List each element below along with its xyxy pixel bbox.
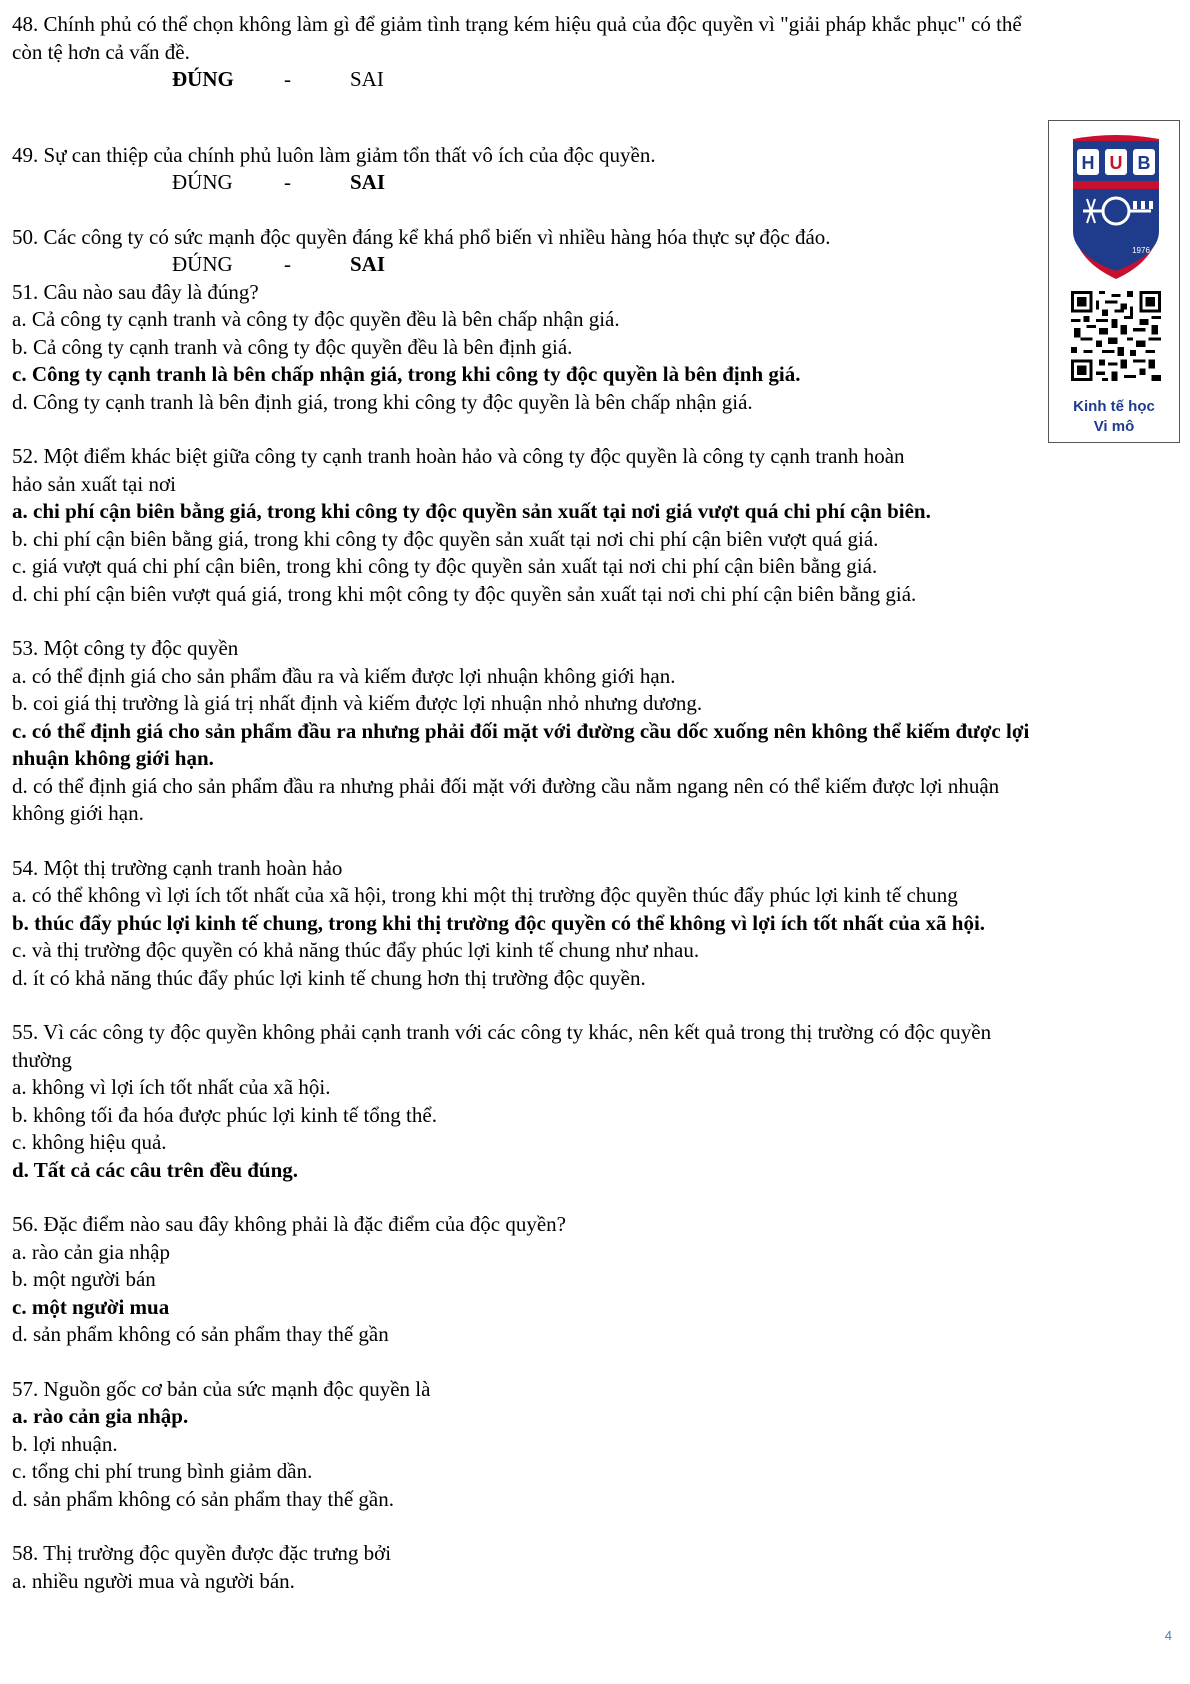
separator: -: [284, 67, 291, 91]
option-c-answer: c. có thể định giá cho sản phẩm đầu ra nhưng phải đối mặt với đường cầu dốc xuống nên không thể kiếm được lợi: [12, 718, 1030, 743]
true-false-row: [12, 251, 1177, 279]
question-55: [12, 1019, 1177, 1184]
option-b: b. một người bán: [12, 1267, 156, 1291]
question-text: 49. Sự can thiệp của chính phủ luôn làm giảm tổn thất vô ích của độc quyền.: [12, 142, 656, 167]
option-a: a. có thể định giá cho sản phẩm đầu ra và kiếm được lợi nhuận không giới hạn.: [12, 663, 676, 688]
option-a: a. không vì lợi ích tốt nhất của xã hội.: [12, 1075, 331, 1099]
question-text: 48. Chính phủ có thể chọn không làm gì để giảm tình trạng kém hiệu quả của độc quyền vì "giải pháp khắc phục" có thể: [12, 12, 1022, 36]
option-c-answer: c. một người mua: [12, 1294, 170, 1319]
course-title: Kinh tế học: [1073, 398, 1155, 415]
option-b: b. coi giá thị trường là giá trị nhất định và kiếm được lợi nhuận nhỏ nhưng dương.: [12, 691, 703, 715]
question-53: [12, 635, 1177, 828]
question-text-cont: thường: [12, 1047, 72, 1072]
option-d-answer: d. Tất cả các câu trên đều đúng.: [12, 1157, 299, 1182]
question-text: 55. Vì các công ty độc quyền không phải cạnh tranh với các công ty khác, nên kết quả trong thị trường có độc quyền: [12, 1020, 992, 1044]
option-c-answer: c. Công ty cạnh tranh là bên chấp nhận giá, trong khi công ty độc quyền là bên định giá.: [12, 362, 801, 386]
question-text-cont: còn tệ hơn cả vấn đề.: [12, 39, 190, 64]
option-d-cont: không giới hạn.: [12, 801, 144, 825]
question-text: 54. Một thị trường cạnh tranh hoàn hảo: [12, 855, 343, 880]
question-58: [12, 1540, 1177, 1595]
option-c: c. và thị trường độc quyền có khả năng thúc đẩy phúc lợi kinh tế chung như nhau.: [12, 938, 700, 962]
question-text: 50. Các công ty có sức mạnh độc quyền đáng kể khá phổ biến vì nhiều hàng hóa thực sự độc đáo.: [12, 224, 831, 249]
question-text: 58. Thị trường độc quyền được đặc trưng bởi: [12, 1541, 392, 1565]
false-option: SAI: [350, 252, 386, 276]
option-b: b. chi phí cận biên bằng giá, trong khi công ty độc quyền sản xuất tại nơi chi phí cận biên vượt quá giá.: [12, 526, 879, 551]
option-d: d. chi phí cận biên vượt quá giá, trong khi một công ty độc quyền sản xuất tại nơi chi phí cận biên bằng giá.: [12, 581, 917, 606]
option-c-answer-cont: nhuận không giới hạn.: [12, 746, 214, 770]
option-c: c. tổng chi phí trung bình giảm dần.: [12, 1459, 313, 1483]
true-false-row: [12, 66, 1177, 94]
separator: -: [284, 170, 291, 194]
true-option: ĐÚNG: [172, 170, 233, 194]
option-b: b. không tối đa hóa được phúc lợi kinh tế tổng thể.: [12, 1102, 437, 1127]
question-51: [12, 279, 1177, 417]
question-50: [12, 224, 1177, 279]
true-option: ĐÚNG: [172, 67, 234, 91]
question-text: 56. Đặc điểm nào sau đây không phải là đặc điểm của độc quyền?: [12, 1212, 566, 1236]
option-d: d. Công ty cạnh tranh là bên định giá, trong khi công ty độc quyền là bên chấp nhận giá.: [12, 389, 753, 414]
qr-code-icon: [1071, 291, 1161, 381]
document-body: [12, 11, 1177, 1595]
logo-letter-h: H: [1081, 153, 1095, 173]
question-52: [12, 443, 1177, 608]
option-d: d. sản phẩm không có sản phẩm thay thế gần: [12, 1322, 389, 1346]
option-b-answer: b. thúc đẩy phúc lợi kinh tế chung, trong khi thị trường độc quyền có thể không vì lợi ích tốt nhất của xã hội.: [12, 910, 986, 935]
option-b: b. Cả công ty cạnh tranh và công ty độc quyền đều là bên định giá.: [12, 334, 573, 359]
true-option: ĐÚNG: [172, 252, 233, 276]
page-number: 4: [1164, 1628, 1172, 1643]
logo-letter-u: U: [1109, 153, 1123, 173]
false-option: SAI: [350, 170, 386, 194]
question-49: [12, 142, 1177, 197]
question-48: [12, 11, 1177, 94]
option-c: c. giá vượt quá chi phí cận biên, trong khi công ty độc quyền sản xuất tại nơi chi phí cận biên bằng giá.: [12, 554, 878, 578]
false-option: SAI: [350, 67, 384, 91]
question-57: [12, 1376, 1177, 1514]
option-d: d. ít có khả năng thúc đẩy phúc lợi kinh tế chung hơn thị trường độc quyền.: [12, 965, 646, 990]
true-false-row: [12, 169, 1177, 197]
university-shield-logo: [1069, 131, 1163, 281]
option-a-answer: a. chi phí cận biên bằng giá, trong khi công ty độc quyền sản xuất tại nơi giá vượt quá chi phí cận biên.: [12, 499, 931, 523]
question-text: 57. Nguồn gốc cơ bản của sức mạnh độc quyền là: [12, 1376, 431, 1401]
option-c: c. không hiệu quả.: [12, 1130, 167, 1154]
logo-letter-b: B: [1137, 153, 1151, 173]
question-text-cont: hảo sản xuất tại nơi: [12, 471, 176, 496]
option-d: d. sản phẩm không có sản phẩm thay thế gần.: [12, 1486, 394, 1511]
option-b: b. lợi nhuận.: [12, 1431, 118, 1456]
question-text: 52. Một điểm khác biệt giữa công ty cạnh tranh hoàn hảo và công ty độc quyền là công ty cạnh tranh hoàn: [12, 444, 905, 468]
option-a: a. nhiều người mua và người bán.: [12, 1568, 295, 1593]
option-d: d. có thể định giá cho sản phẩm đầu ra nhưng phải đối mặt với đường cầu nằm ngang nên có thể kiếm được lợi nhuận: [12, 773, 1000, 798]
separator: -: [284, 252, 291, 276]
question-text: 53. Một công ty độc quyền: [12, 636, 239, 660]
option-a: a. rào cản gia nhập: [12, 1239, 171, 1264]
logo-year: 1976: [1132, 246, 1150, 255]
question-54: [12, 855, 1177, 993]
question-text: 51. Câu nào sau đây là đúng?: [12, 279, 259, 304]
course-logo-box: [1048, 120, 1180, 443]
option-a-answer: a. rào cản gia nhập.: [12, 1404, 189, 1428]
option-a: a. Cả công ty cạnh tranh và công ty độc quyền đều là bên chấp nhận giá.: [12, 307, 620, 331]
option-a: a. có thể không vì lợi ích tốt nhất của xã hội, trong khi một thị trường độc quyền thúc đẩy phúc lợi kinh tế chung: [12, 883, 958, 907]
course-subtitle: Vi mô: [1093, 418, 1135, 435]
question-56: [12, 1211, 1177, 1349]
